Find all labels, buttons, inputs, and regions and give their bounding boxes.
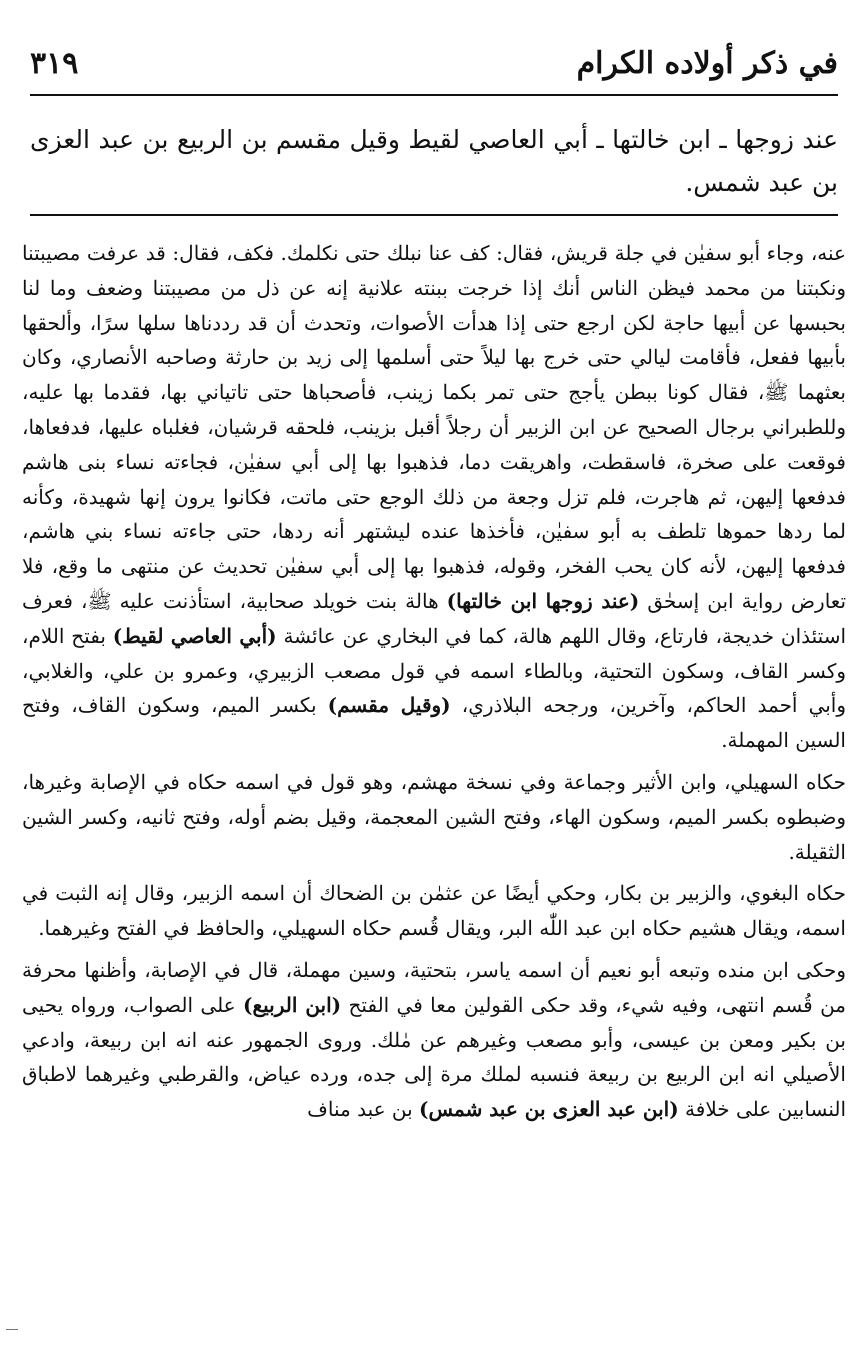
quoted-matn-phrase: (ابن عبد العزى بن عبد شمس) [419,1097,679,1122]
text-segment: على الصواب، ورواه يحيى بن بكير ومعن بن عيسى، وأبو مصعب وغيرهم عن مٰلك. وروى الجمهور عنه انه ابن ربيعة، وادعي الأصيلي انه ابن الربيع بن ربيعة فنسبه لملك مرة إلى جده، ورده عياض، والقرطبي وغيرهما لاطباق النسابين على خلافة [22,992,846,1122]
quoted-matn-phrase: (وقيل مقسم) [327,693,451,718]
quoted-matn-phrase: (عند زوجها ابن خالتها) [446,588,640,613]
scan-mark [6,1329,18,1330]
commentary-paragraph-1 [22,236,846,758]
page-header [30,38,838,88]
commentary [22,236,846,1127]
text-segment: وحكى ابن منده وتبعه أبو نعيم أن اسمه ياسر، بتحتية، وسين مهملة، قال في الإصابة، وأظنها محرفة من قُسم انتهى، وفيه شيء، وقد حكى القولين معا في الفتح [22,957,847,1017]
text-segment: عنه، وجاء أبو سفيٰن في جلة قريش، فقال: كف عنا نبلك حتى نكلمك. فكف، فقال: قد عرفت مصيبتنا ونكبتنا من محمد فيظن الناس أنك إذا خرجت ببنته علانية إنه عن ذل من مصيبتنا وضعف وما لنا بحبسها عن أبيها حاجة لكن ارجع حتى إذا هدأت الأصوات، وتحدث أن قد رددناها سلها سرًا، وألحقها بأبيها ففعل، فأقامت ليالي حتى خرج بها ليلاً حتى أسلمها إلى زيد بن حارثة وصاحبه الأنصاري، وكان بعثهما ﷺ، فقال كونا ببطن يأجج حتى تمر بكما زينب، فأصحباها حتى تاتياني بها، فقدما بها عليه، وللطبراني برجال الصحيح عن ابن الزبير أن رجلاً أقبل بزينب، فلحقه قرشيان، فغلباه عليها، فدفعاها، فوقعت على صخرة، فاسقطت، واهريقت دما، فذهبوا بها إلى أبي سفيٰن، فجاءته نساء بنى هاشم فدفعها إليهن، ثم هاجرت، فلم تزل وجعة من ذلك الوجع حتى ماتت، فكانوا يرون إنها شهيدة، وكأنه لما ردها حموها تلطف به أبو سفيٰن، فأخذها عنده ليشتهر أنه ردها، حتى جاءته نساء بني هاشم، فدفعها إليهن، لأنه كان يحب الفخر، وقوله، فذهبوا بها إلى أبي سفيٰن تحديث عن منتهى ما وقع، فلا تعارض رواية ابن إسحٰق [22,241,847,613]
header-rule [30,94,838,96]
matn-divider-rule [30,214,838,216]
running-title: في ذكر أولاده الكرام [576,45,838,81]
commentary-paragraph-2: حكاه السهيلي، وابن الأثير وجماعة وفي نسخة مهشم، وهو قول في اسمه حكاه في الإصابة وغيرها، وضبطوه بكسر الميم، وسكون الهاء، وفتح الشين المعجمة، وقيل بضم أوله، وفتح ثانيه، وكسر الشين الثقيلة. [22,769,846,864]
commentary-paragraph-4 [22,953,846,1127]
quoted-matn-phrase: (ابن الربيع) [242,992,342,1017]
commentary-paragraph-3: حكاه البغوي، والزبير بن بكار، وحكي أيضًا عن عثمٰن بن الضحاك أن اسمه الزبير، وقال إنه الثبت في اسمه، ويقال هشيم حكاه ابن عبد اللّٰه البر، ويقال قُسم حكاه السهيلي، والحافظ في الفتح وغيرهما. [22,881,846,941]
text-segment: هالة بنت خويلد صحابية، استأذنت عليه ﷺ، فعرف استئذان خديجة، فارتاع، وقال اللهم هالة، كما في البخاري عن عائشة [22,588,847,648]
page-number: ٣١٩ [30,45,79,81]
text-segment: بكسر الميم، وسكون القاف، وفتح السين المهملة. [22,693,846,753]
text-segment: بفتح اللام، وكسر القاف، وسكون التحتية، وبالطاء اسمه في قول مصعب الزبيري، وعمرو بن علي، والغلابي، وأبي أحمد الحاكم، وآخرين، ورجحه البلاذري، [22,623,847,718]
text-segment: بن عبد مناف [307,1097,413,1122]
quoted-matn-phrase: (أبي العاصي لقيط) [112,623,277,648]
matn-text: عند زوجها ـ ابن خالتها ـ أبي العاصي لقيط وقيل مقسم بن الربيع بن عبد العزى بن عبد شمس. [30,125,838,197]
